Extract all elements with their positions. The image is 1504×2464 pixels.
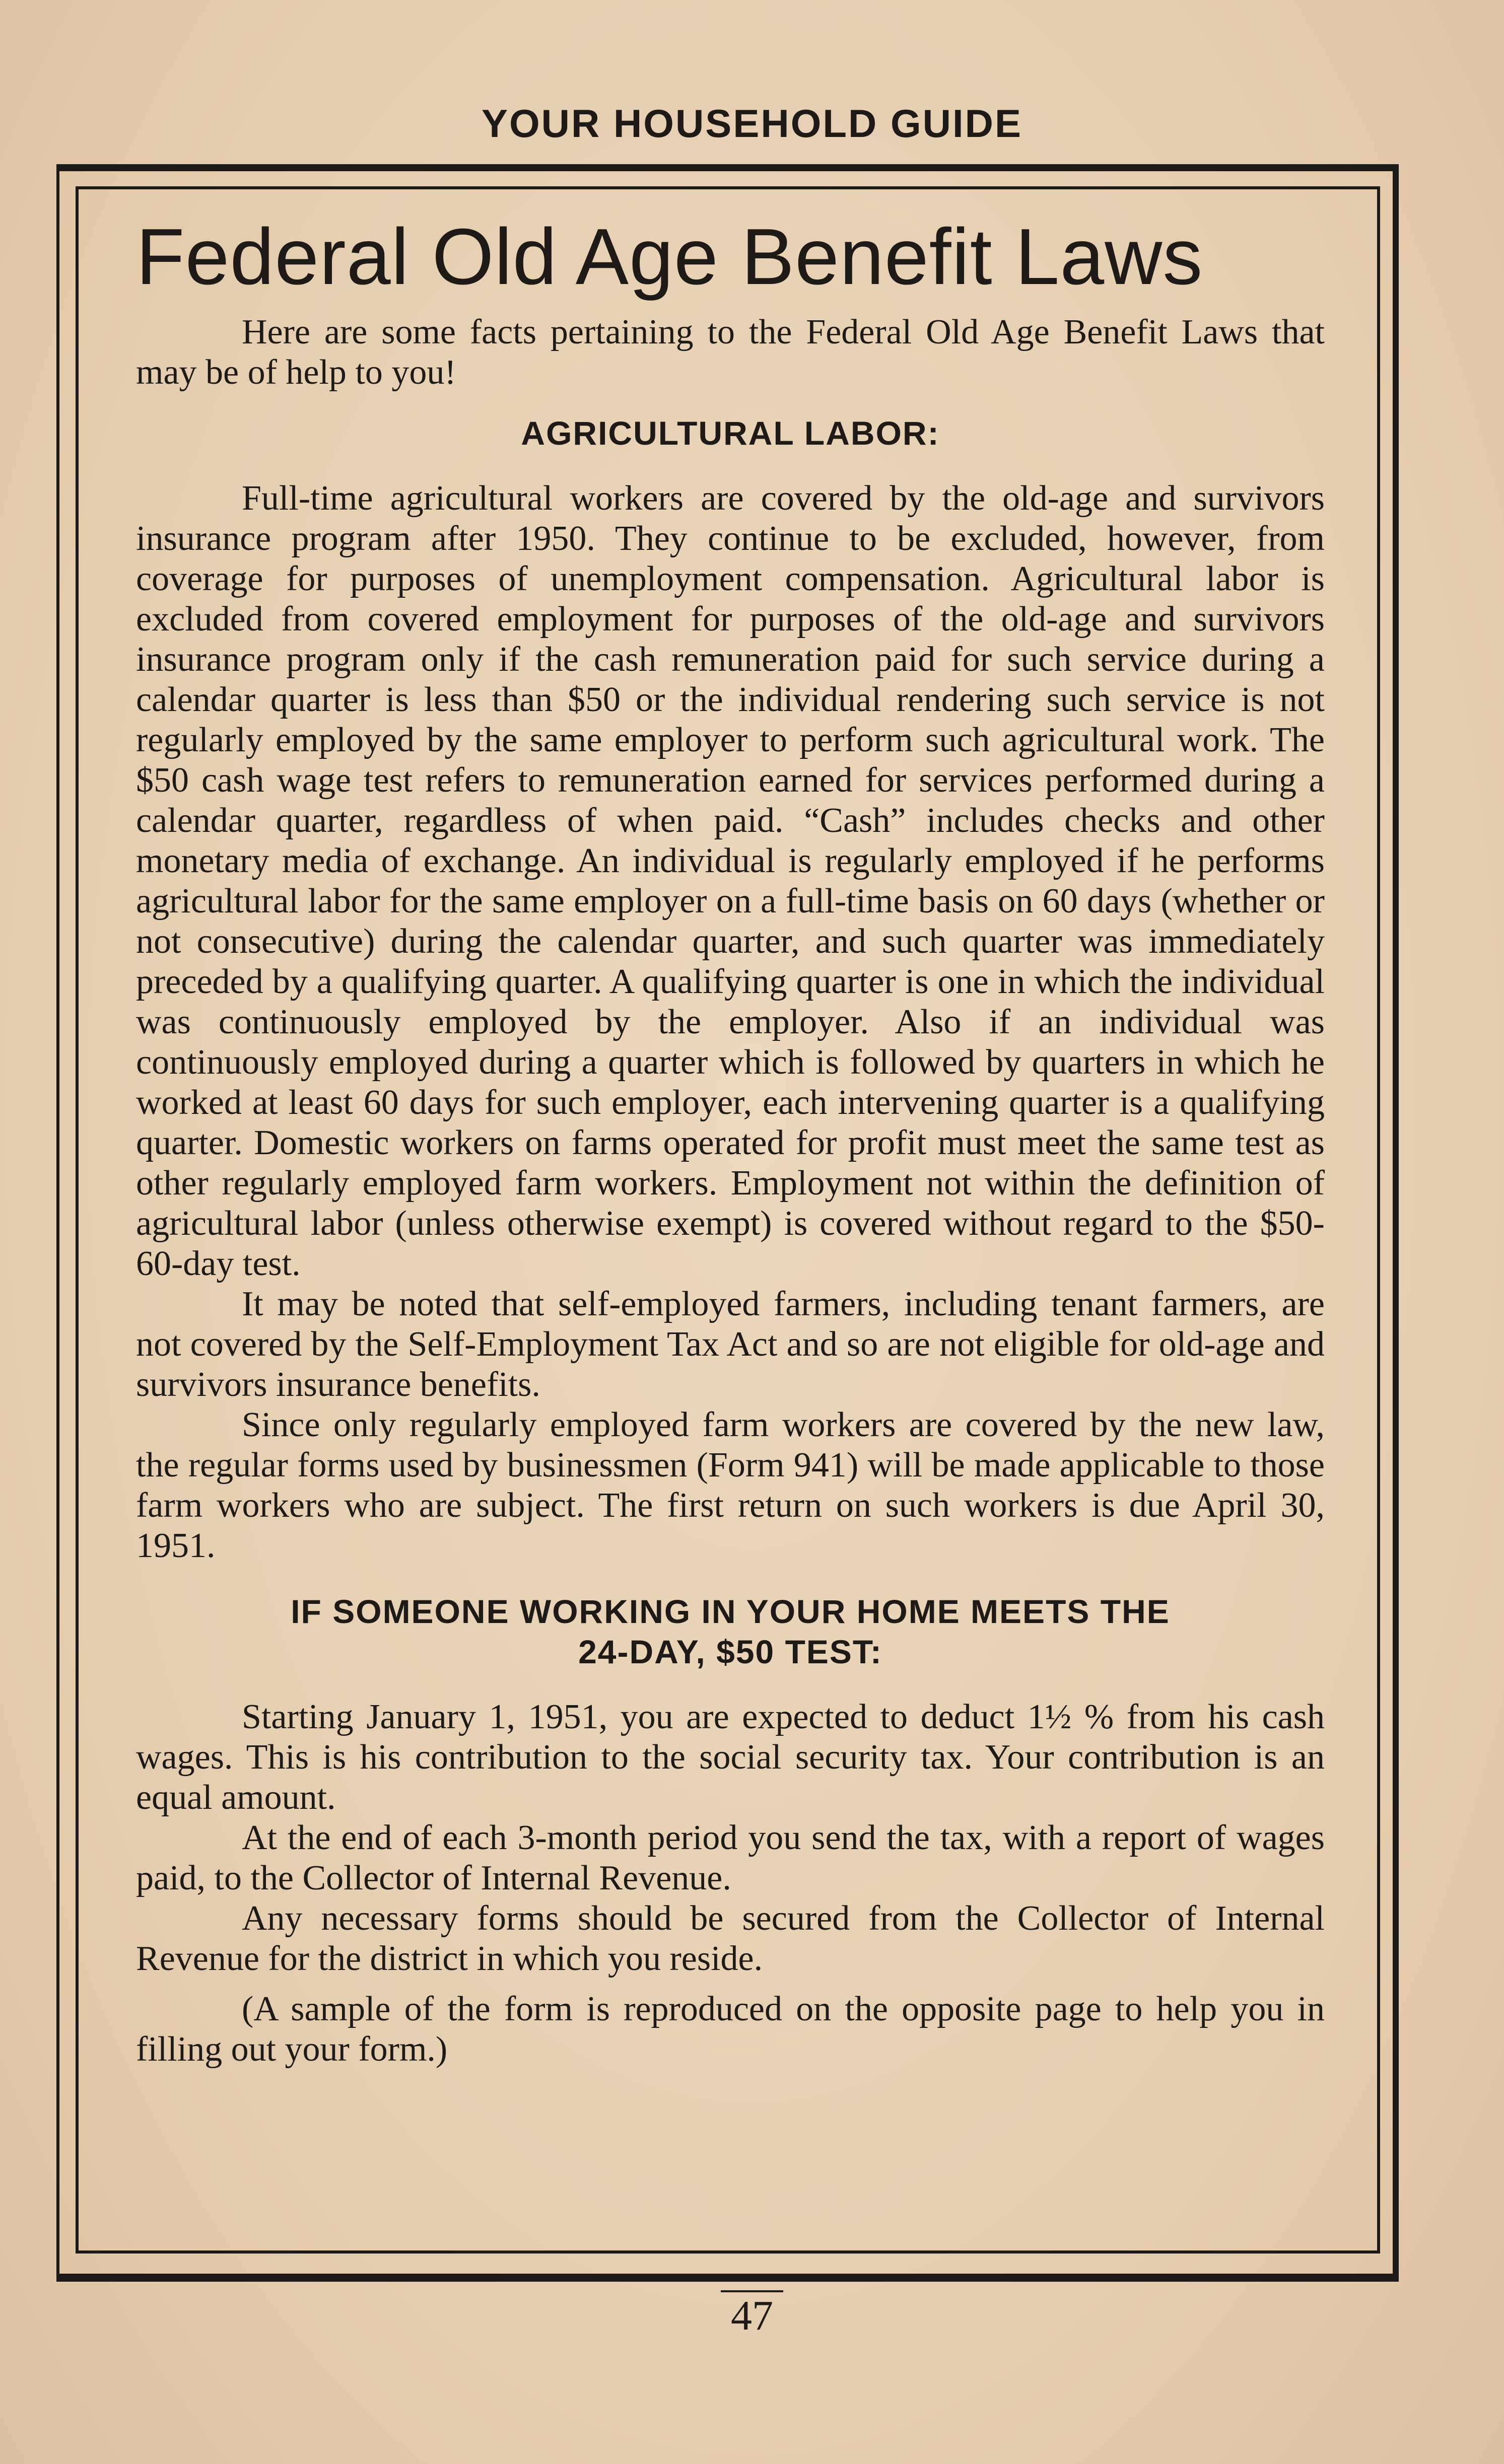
agricultural-paragraph-2: It may be noted that self-employed farmers, including tenant farmers, are not covered by the Self-Employment Tax Act and so are not eligible for old-age and survivors insurance benefits. xyxy=(136,1285,1325,1404)
section-heading-line-1: IF SOMEONE WORKING IN YOUR HOME MEETS THE xyxy=(291,1593,1170,1630)
section-heading-line-2: 24-DAY, $50 TEST: xyxy=(578,1633,882,1670)
agricultural-paragraph-3: Since only regularly employed farm workers are covered by the new law, the regular forms used by businessmen (Form 941) will be made applicable to those farm workers who are subject. The first return on such workers is due April 30, 1951. xyxy=(136,1405,1325,1565)
page-title: Federal Old Age Benefit Laws xyxy=(136,213,1203,301)
home-worker-paragraph-4: (A sample of the form is reproduced on the opposite page to help you in filling out your form.) xyxy=(136,1990,1325,2069)
intro-paragraph: Here are some facts pertaining to the Federal Old Age Benefit Laws that may be of help to you! xyxy=(136,313,1325,392)
page-number-text: 47 xyxy=(721,2290,783,2339)
home-worker-paragraph-2: At the end of each 3-month period you send the tax, with a report of wages paid, to the Collector of Internal Revenue. xyxy=(136,1818,1325,1897)
article-body xyxy=(136,212,1325,2070)
page-number xyxy=(0,2291,1504,2340)
home-worker-paragraph-3: Any necessary forms should be secured from the Collector of Internal Revenue for the district in which you reside. xyxy=(136,1899,1325,1978)
agricultural-paragraph-1: Full-time agricultural workers are covered by the old-age and survivors insurance program after 1950. They continue to be excluded, however, from coverage for purposes of unemployment compensation. Agricultural labor is excluded from covered employment for purposes of the old-age and survivors insurance program only if the cash remuneration paid for such service during a calendar quarter is less than $50 or the individual rendering such service is not regularly employed by the same employer to perform such agricultural work. The $50 cash wage test refers to remuneration earned for services performed during a calendar quarter, regardless of when paid. “Cash” includes checks and other monetary media of exchange. An individual is regularly employed if he performs agricultural labor for the same employer on a full-time basis on 60 days (whether or not consecutive) during the calendar quarter, and such quarter was immediately preceded by a qualifying quarter. A qualifying quarter is one in which the individual was continuously employed by the employer. Also if an individual was continuously employed during a quarter which is followed by quarters in which he worked at least 60 days for such employer, each intervening quarter is a qualifying quarter. Domestic workers on farms operated for profit must meet the same test as other regularly employed farm workers. Employment not within the definition of agricultural labor (unless otherwise exempt) is covered without regard to the $50-60-day test. xyxy=(136,479,1325,1283)
section-heading-home-worker xyxy=(136,1591,1325,1672)
running-head: YOUR HOUSEHOLD GUIDE xyxy=(481,101,1023,146)
home-worker-paragraph-1: Starting January 1, 1951, you are expected to deduct 1½ % from his cash wages. This is his contribution to the social security tax. Your contribution is an equal amount. xyxy=(136,1698,1325,1817)
section-heading-agricultural-labor: AGRICULTURAL LABOR: xyxy=(521,414,940,452)
